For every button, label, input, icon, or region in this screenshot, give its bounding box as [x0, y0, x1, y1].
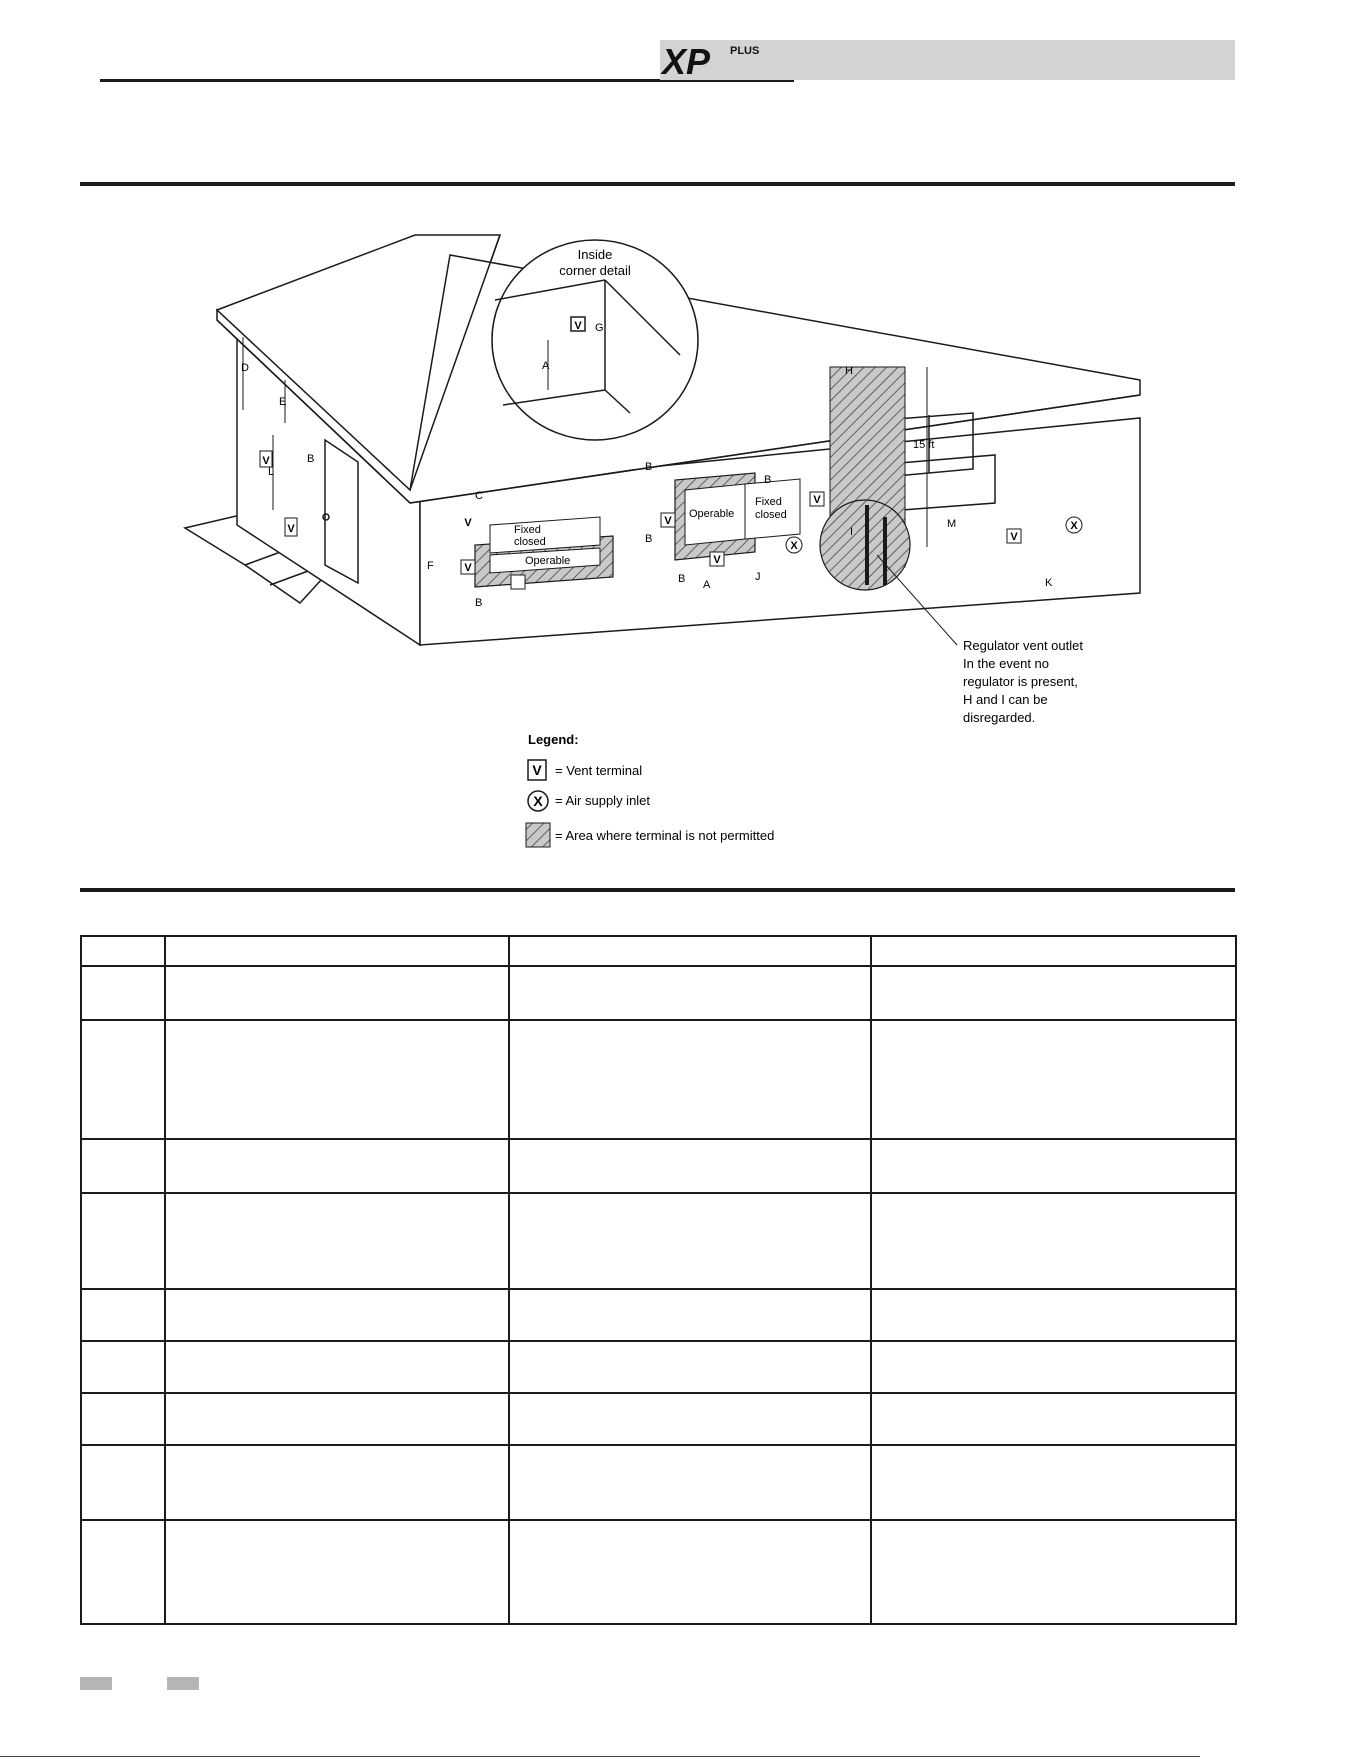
- legend: [526, 732, 774, 847]
- label-d: D: [241, 362, 249, 374]
- table-row: [81, 936, 1236, 966]
- inset-a: A: [542, 360, 550, 372]
- table-row: [81, 1020, 1236, 1138]
- logo-mark: XP: [662, 41, 711, 82]
- label-b-lw: B: [475, 597, 483, 609]
- label-l: L: [268, 466, 275, 478]
- note-line-2: In the event no: [963, 656, 1050, 671]
- xp-plus-logo: [660, 40, 800, 80]
- vent-center-bottom: V: [713, 554, 721, 566]
- note-line-1: Regulator vent outlet: [963, 638, 1083, 653]
- vent-left-2: V: [287, 523, 295, 535]
- legend-vent: = Vent terminal: [555, 763, 643, 778]
- legend-area-icon: [526, 823, 550, 847]
- footer-tab: [80, 1677, 112, 1690]
- label-b-cw-top: B: [645, 461, 653, 473]
- logo-super: PLUS: [730, 45, 760, 57]
- footer-tab: [167, 1677, 199, 1690]
- note-line-5: disregarded.: [963, 710, 1036, 725]
- clearance-table: [80, 935, 1237, 1625]
- legend-air-symbol: X: [533, 793, 543, 809]
- table-row: [81, 966, 1236, 1020]
- note-line-4: H and I can be: [963, 692, 1048, 707]
- table-row: [81, 1139, 1236, 1193]
- vent-clearance-diagram: [195, 247, 1155, 860]
- vent-center-left: V: [664, 515, 672, 527]
- lw-closed: closed: [514, 536, 546, 548]
- vent-window-left: V: [464, 517, 472, 529]
- lw-fixed: Fixed: [514, 524, 541, 536]
- label-m: M: [947, 518, 957, 530]
- label-b-cw-right: B: [764, 474, 772, 486]
- section-rule-top: [80, 182, 1235, 186]
- legend-title: Legend:: [528, 732, 579, 747]
- lw-operable: Operable: [525, 555, 571, 567]
- label-b-left: B: [307, 453, 315, 465]
- air-right: X: [1070, 520, 1078, 532]
- label-15ft: 15 ft: [913, 439, 935, 451]
- table-row: [81, 1289, 1236, 1341]
- vent-center-right: V: [813, 494, 821, 506]
- legend-air: = Air supply inlet: [555, 793, 651, 808]
- inside-corner-inset: [492, 240, 698, 440]
- note-line-3: regulator is present,: [963, 674, 1078, 689]
- inset-title-2: corner detail: [559, 263, 631, 278]
- label-k: K: [1045, 577, 1053, 589]
- air-center: X: [790, 540, 798, 552]
- table-row: [81, 1193, 1236, 1289]
- table-row: [81, 1393, 1236, 1445]
- cw-operable: Operable: [689, 508, 735, 520]
- inset-title-1: Inside: [577, 247, 613, 262]
- table-row: [81, 1341, 1236, 1393]
- inset-g: G: [595, 322, 604, 334]
- label-b-cw-bot: B: [678, 573, 686, 585]
- table-row: [81, 1445, 1236, 1519]
- footer-rule: [0, 1756, 1200, 1757]
- table-row: [81, 1520, 1236, 1624]
- legend-vent-symbol: V: [532, 762, 542, 778]
- vent-corner: V: [464, 562, 472, 574]
- label-b-cw-side: B: [645, 533, 653, 545]
- section-rule-mid: [80, 888, 1235, 892]
- inset-vent: V: [574, 320, 582, 332]
- label-c: C: [475, 490, 483, 502]
- label-a: A: [703, 579, 711, 591]
- left-window: [475, 517, 613, 587]
- label-f: F: [427, 560, 434, 572]
- vent-right: V: [1010, 531, 1018, 543]
- vent-left-1: V: [262, 455, 270, 467]
- cw-fixed: Fixed: [755, 496, 782, 508]
- legend-area: = Area where terminal is not permitted: [555, 828, 775, 843]
- label-j: J: [755, 571, 761, 583]
- label-e: E: [279, 396, 287, 408]
- label-h: H: [845, 365, 853, 377]
- label-i: I: [850, 526, 854, 538]
- regulator-note: [963, 638, 1083, 725]
- cw-closed: closed: [755, 509, 787, 521]
